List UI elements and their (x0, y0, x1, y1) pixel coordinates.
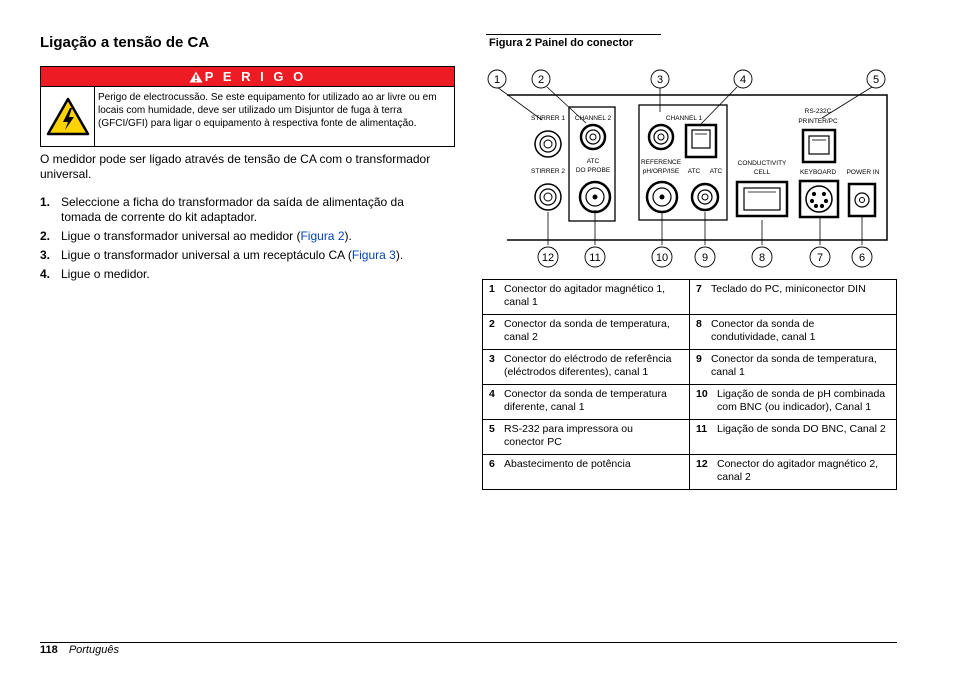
figure-caption: Figura 2 Painel do conector (489, 37, 634, 49)
callout-6: 6 (858, 252, 866, 264)
table-row: 3 Conector do eléctrodo de referência (eléctrodos diferentes), canal 1 9 Conector da sonda de temperatura, canal 1 (483, 350, 897, 385)
stirrer-1-jack (535, 131, 561, 157)
warning-triangle-icon (189, 71, 203, 83)
channel-1-rj-jack (686, 125, 716, 157)
label-channel-1: CHANNEL 1 (665, 115, 703, 122)
callout-3: 3 (656, 74, 664, 86)
table-row: 2 Conector da sonda de temperatura, canal 2 8 Conector da sonda de condutividade, canal 1 (483, 315, 897, 350)
step-number: 4. (40, 267, 51, 281)
step-number: 2. (40, 229, 51, 243)
label-channel-2: CHANNEL 2 (574, 115, 612, 122)
step-item (40, 195, 440, 225)
table-row: 6 Abastecimento de potência 12 Conector do agitador magnético 2, canal 2 (483, 455, 897, 490)
danger-label: P E R I G O (204, 69, 307, 84)
footer-language: Português (68, 644, 119, 656)
step-text: Seleccione a ficha do transformador da saída de alimentação da tomada de corrente do kit adaptador. (61, 195, 404, 224)
step-text: Ligue o transformador universal a um receptáculo CA ( (61, 248, 352, 262)
danger-text: Perigo de electrocussão. Se este equipamento for utilizado ao ar livre ou em locais com humidade, deve ser utilizado um Disjuntor de fuga à terra (GFCI/GFI) para ligar o equipamento à respectiva fonte de alimentação. (98, 92, 437, 129)
reference-jack (649, 125, 673, 149)
label-atc-a: ATC (687, 168, 701, 175)
label-stirrer-1: STIRRER 1 (531, 115, 565, 122)
callout-9: 9 (701, 252, 709, 264)
ph-bnc-jack (647, 182, 677, 212)
table-row: 1 Conector do agitador magnético 1, canal 1 7 Teclado do PC, miniconector DIN (483, 280, 897, 315)
page-footer (40, 644, 119, 656)
section-title: Ligação a tensão de CA (40, 34, 210, 51)
electrical-hazard-icon (46, 97, 90, 137)
keyboard-din-jack (800, 181, 838, 217)
do-probe-bnc-jack (580, 182, 610, 212)
step-text: Ligue o medidor. (61, 267, 150, 281)
label-ph-orp-ise: pH/ORP/ISE (642, 168, 680, 175)
channel-2-atc-jack (581, 125, 605, 149)
label-power-in: POWER IN (846, 169, 880, 176)
label-keyboard: KEYBOARD (799, 169, 837, 176)
label-printer-pc: PRINTER/PC (798, 118, 838, 125)
callout-2: 2 (537, 74, 545, 86)
callout-11: 11 (589, 252, 601, 264)
step-item: 3. Ligue o transformador universal a um receptáculo CA (Figura 3). (40, 248, 404, 262)
figure-rule (486, 34, 661, 35)
callout-10: 10 (655, 252, 669, 264)
danger-header (41, 67, 454, 87)
power-in-jack (849, 184, 875, 216)
page-number: 118 (40, 644, 58, 656)
callout-4: 4 (739, 74, 747, 86)
step-item (40, 267, 440, 282)
table-row: 4 Conector da sonda de temperatura diferente, canal 1 10 Ligação de sonda de pH combinada com BNC (ou indicador), Canal 1 (483, 385, 897, 420)
conductivity-rj-jack (737, 182, 787, 216)
label-rs232c: RS-232C (804, 108, 832, 115)
label-atc: ATC (586, 158, 600, 165)
step-number: 3. (40, 248, 51, 262)
channel-1-atc-jack (692, 184, 718, 210)
callout-8: 8 (758, 252, 766, 264)
rs232-rj-jack (803, 130, 835, 162)
stirrer-2-jack (535, 184, 561, 210)
callout-5: 5 (872, 74, 880, 86)
label-atc-b: ATC (709, 168, 723, 175)
callout-7: 7 (816, 252, 824, 264)
label-conductivity: CONDUCTIVITY (737, 160, 787, 167)
step-item: 2. Ligue o transformador universal ao medidor (Figura 2). (40, 229, 352, 243)
figure-3-link[interactable]: Figura 3 (351, 248, 396, 262)
danger-notice (40, 66, 455, 147)
figure-2-link[interactable]: Figura 2 (300, 229, 345, 243)
intro-paragraph: O medidor pode ser ligado através de tensão de CA com o transformador universal. (40, 152, 431, 181)
connector-legend-table (482, 279, 897, 490)
step-number: 1. (40, 195, 51, 209)
label-do-probe: DO PROBE (575, 167, 611, 174)
table-row: 5 RS-232 para impressora ou conector PC 11 Ligação de sonda DO BNC, Canal 2 (483, 420, 897, 455)
step-text: Ligue o transformador universal ao medidor ( (61, 229, 301, 243)
label-stirrer-2: STIRRER 2 (531, 168, 565, 175)
footer-rule (40, 642, 897, 643)
label-reference: REFERENCE (640, 159, 682, 166)
steps-list (40, 195, 440, 286)
callout-1: 1 (493, 74, 501, 86)
callout-12: 12 (541, 252, 555, 264)
label-cell: CELL (753, 169, 771, 176)
connector-panel-diagram (482, 60, 897, 275)
